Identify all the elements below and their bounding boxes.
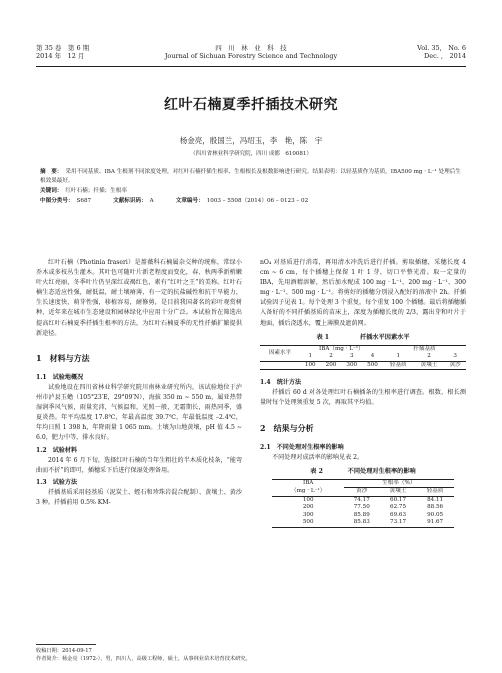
method-continued-paragraph: nO₄ 对基质进行消毒，再用清水冲洗后进行扦插。剪取插穗，采穗长度 4 cm ~ 6 cm，每个插穗上保留 1 叶 1 芽，切口平整光滑。取一定量的 IBA，先用酒精溶解，然后加水配成 100 mg · L⁻¹、200 mg · L⁻¹、300 mg · L⁻¹、500 mg · L⁻¹。将剪好的插穗分别浸入配好的溶液中 2h。扦插试验因子见表 1。每个处理 3 个重复，每个重复 100 个插穗。最后将插穗插入备好的不同扦插基质的苗床上，深度为插穗长度的 2/3，露出芽和叶片于地面，插后浇透水，覆上薄膜及遮荫网。 <box>260 259 466 327</box>
year-month: 2014 年 12 月 <box>36 52 85 60</box>
t2-head: 黄沙 <box>356 488 368 495</box>
table-2 <box>272 479 453 528</box>
journal-name-cn: 四 川 林 业 科 技 <box>215 44 287 52</box>
t1-level: 4 <box>370 353 375 360</box>
subsection-heading-2-1: 2.1 不同处理对生根率的影响 <box>260 443 344 451</box>
t2-group-head: 生根率（%） <box>344 479 454 488</box>
statistics-paragraph: 扦插后 60 d 对各处理红叶石楠插条的生根率进行调查。根数、根长测量时每个处理须重复 5 次，再取其平均值。 <box>260 389 466 407</box>
volume-issue: 第 35 卷 第 6 期 <box>36 44 90 52</box>
keywords <box>40 187 462 196</box>
keywords-text: 红叶石楠；扦插；生根率 <box>65 188 127 194</box>
subsection-heading-1-2: 1.2 试验材料 <box>36 446 78 454</box>
keywords-label: 关键词： <box>40 188 63 194</box>
right-column <box>260 258 466 528</box>
t1-level: 3 <box>349 353 354 360</box>
material-paragraph: 2014 年 6 月下旬，选择红叶石楠的当年生粗壮的半木质化枝条，“能弯曲而不折”的即可，插穗采下后进行保湿处理备用。 <box>36 456 242 474</box>
section-heading-2: 2 结果与分析 <box>260 422 314 433</box>
t2-head: 轻基质 <box>426 488 444 495</box>
footnote <box>36 647 466 663</box>
subsection-heading-1-1: 1.1 试验地概况 <box>36 373 84 381</box>
t2-head: 黄壤土 <box>389 488 407 495</box>
table-1 <box>260 345 466 371</box>
t1-value: 100 <box>304 361 316 368</box>
t1-value: 500 <box>367 361 378 368</box>
t1-level: 1 <box>308 353 313 360</box>
t1-level: 1 <box>396 353 401 360</box>
date-en: Dec. , 2014 <box>424 52 466 60</box>
author-bio: 作者简介：杨金亮（1972-），男，四川人，高级工程师，硕士，从事林业苗木培育技术研究。 <box>36 656 251 662</box>
abstract <box>40 168 462 186</box>
t1-value: 黄沙 <box>449 361 461 368</box>
t1-level: 2 <box>427 353 431 360</box>
paper-title: 红叶石楠夏季扦插技术研究 <box>164 97 338 113</box>
table-row: 200 77.50 62.75 88.56 <box>302 504 444 511</box>
t1-value: 200 <box>325 361 337 368</box>
clc-number: 中图分类号： S687 <box>40 198 92 204</box>
subsection-heading-1-4: 1.4 统计方法 <box>260 379 302 387</box>
site-paragraph: 试验地设在四川省林业科学研究院川南林业研究所内，该试验地位于泸州市泸县玉蟾（105°23′E，29°09′N），海拔 350 m ~ 550 m，属亚热带湿润季风气候，雨量充沛，气候温和，光照一般，无霜期长，雨热同季，盛夏炎热。年平均温度 17.8℃，年最高温度 39.7℃，年最低温度 –2.4℃，年均日照 1 398 h，年降雨量 1 065 mm。土壤为山地黄壤，pH 值 4.5 ~ 6.0，肥力中等，排水良好。 <box>36 383 242 442</box>
authors: 杨金亮，殷国兰，冯绍玉，李 艳，陈 宇 <box>179 136 323 145</box>
section-heading-1: 1 材料与方法 <box>36 352 90 363</box>
t2-col-iba-unit: （mg · L⁻¹） <box>291 488 326 495</box>
table-row: 500 85.83 73.17 91.67 <box>272 519 453 527</box>
t1-substrate-head: 扦插基质 <box>413 345 436 352</box>
t1-iba-head: IBA（mg · L⁻¹） <box>319 345 364 352</box>
left-column <box>36 258 242 508</box>
document-code: 文献标识码： A <box>113 198 154 204</box>
t1-value: 黄壤土 <box>420 361 438 368</box>
header-right <box>417 44 466 60</box>
abstract-text: 采用不同基质、IBA 生根剂不同浓度处理，对红叶石楠扦插生根率、生根根长及根数影响进行研究。结果表明：以轻基质作为基质，IBA500 mg · L⁻¹ 处理后生根效果最好。 <box>40 169 461 184</box>
journal-header <box>36 44 466 66</box>
t2-col-iba: IBA <box>302 480 314 487</box>
article-number: 文章编号： 1003 – 5508（2014）06 – 0123 – 02 <box>175 198 309 204</box>
table-row: 300 85.89 69.63 90.05 <box>302 511 444 518</box>
results-paragraph: 不同处理对成活率的影响见表 2。 <box>272 453 364 461</box>
journal-name-en: Journal of Sichuan Forestry Science and Technology <box>164 52 338 60</box>
t1-row-label: 因素水平 <box>260 345 300 361</box>
t1-level: 2 <box>329 353 333 360</box>
volume-en: Vol. 35, No. 6 <box>417 44 466 52</box>
affiliation: （四川省林业科学研究院，四川 成都 610081） <box>190 151 312 157</box>
abstract-block <box>40 168 462 206</box>
table-1-caption: 表 1 扦插水平因素水平 <box>316 333 410 341</box>
subsection-heading-1-3: 1.3 试验方法 <box>36 478 78 486</box>
method-paragraph: 扦插基质采用轻基质（泥炭土、蛭石和珍珠岩混合配制）、黄壤土、黄沙 3 种。扦插前用 0.5% KM- <box>36 488 242 506</box>
footnote-rule <box>36 644 96 645</box>
header-rule <box>36 66 466 67</box>
intro-paragraph: 红叶石楠（Photinia fraseri）是蔷薇科石楠属杂交种的统称，常绿小乔木或多枝丛生灌木。其叶色可随叶片新老程度而变化，春、秋两季新梢嫩叶火红亮丽，冬季叶片仍呈深红或褐红色，素有“红叶之王”的美称。红叶石楠生态适应性强，耐低温，耐土壤瘠薄，有一定的抗盐碱性和抗干旱能力，生长速度快，萌芽性强，移植容易，耐修剪，是目前我国著名的彩叶观赏树种，近年来在城市生态建设和园林绿化中应用十分广泛。本试验旨在筛选出提高红叶石楠夏季扦插生根率的方法，为红叶石楠夏季的无性扦插扩繁提供新途径。 <box>36 259 242 337</box>
t1-level: 3 <box>453 353 457 360</box>
table-row: 100 74.17 60.17 84.11 <box>302 496 444 503</box>
received-date: 收稿日期：2014-09-17 <box>36 648 92 654</box>
table-2-caption: 表 2 不同处理对生根率的影响 <box>310 467 416 475</box>
header-center <box>36 44 466 60</box>
classification-line <box>40 197 462 206</box>
abstract-label: 摘 要： <box>40 169 63 175</box>
t1-value: 轻基质 <box>389 361 407 368</box>
t1-value: 300 <box>346 361 358 368</box>
